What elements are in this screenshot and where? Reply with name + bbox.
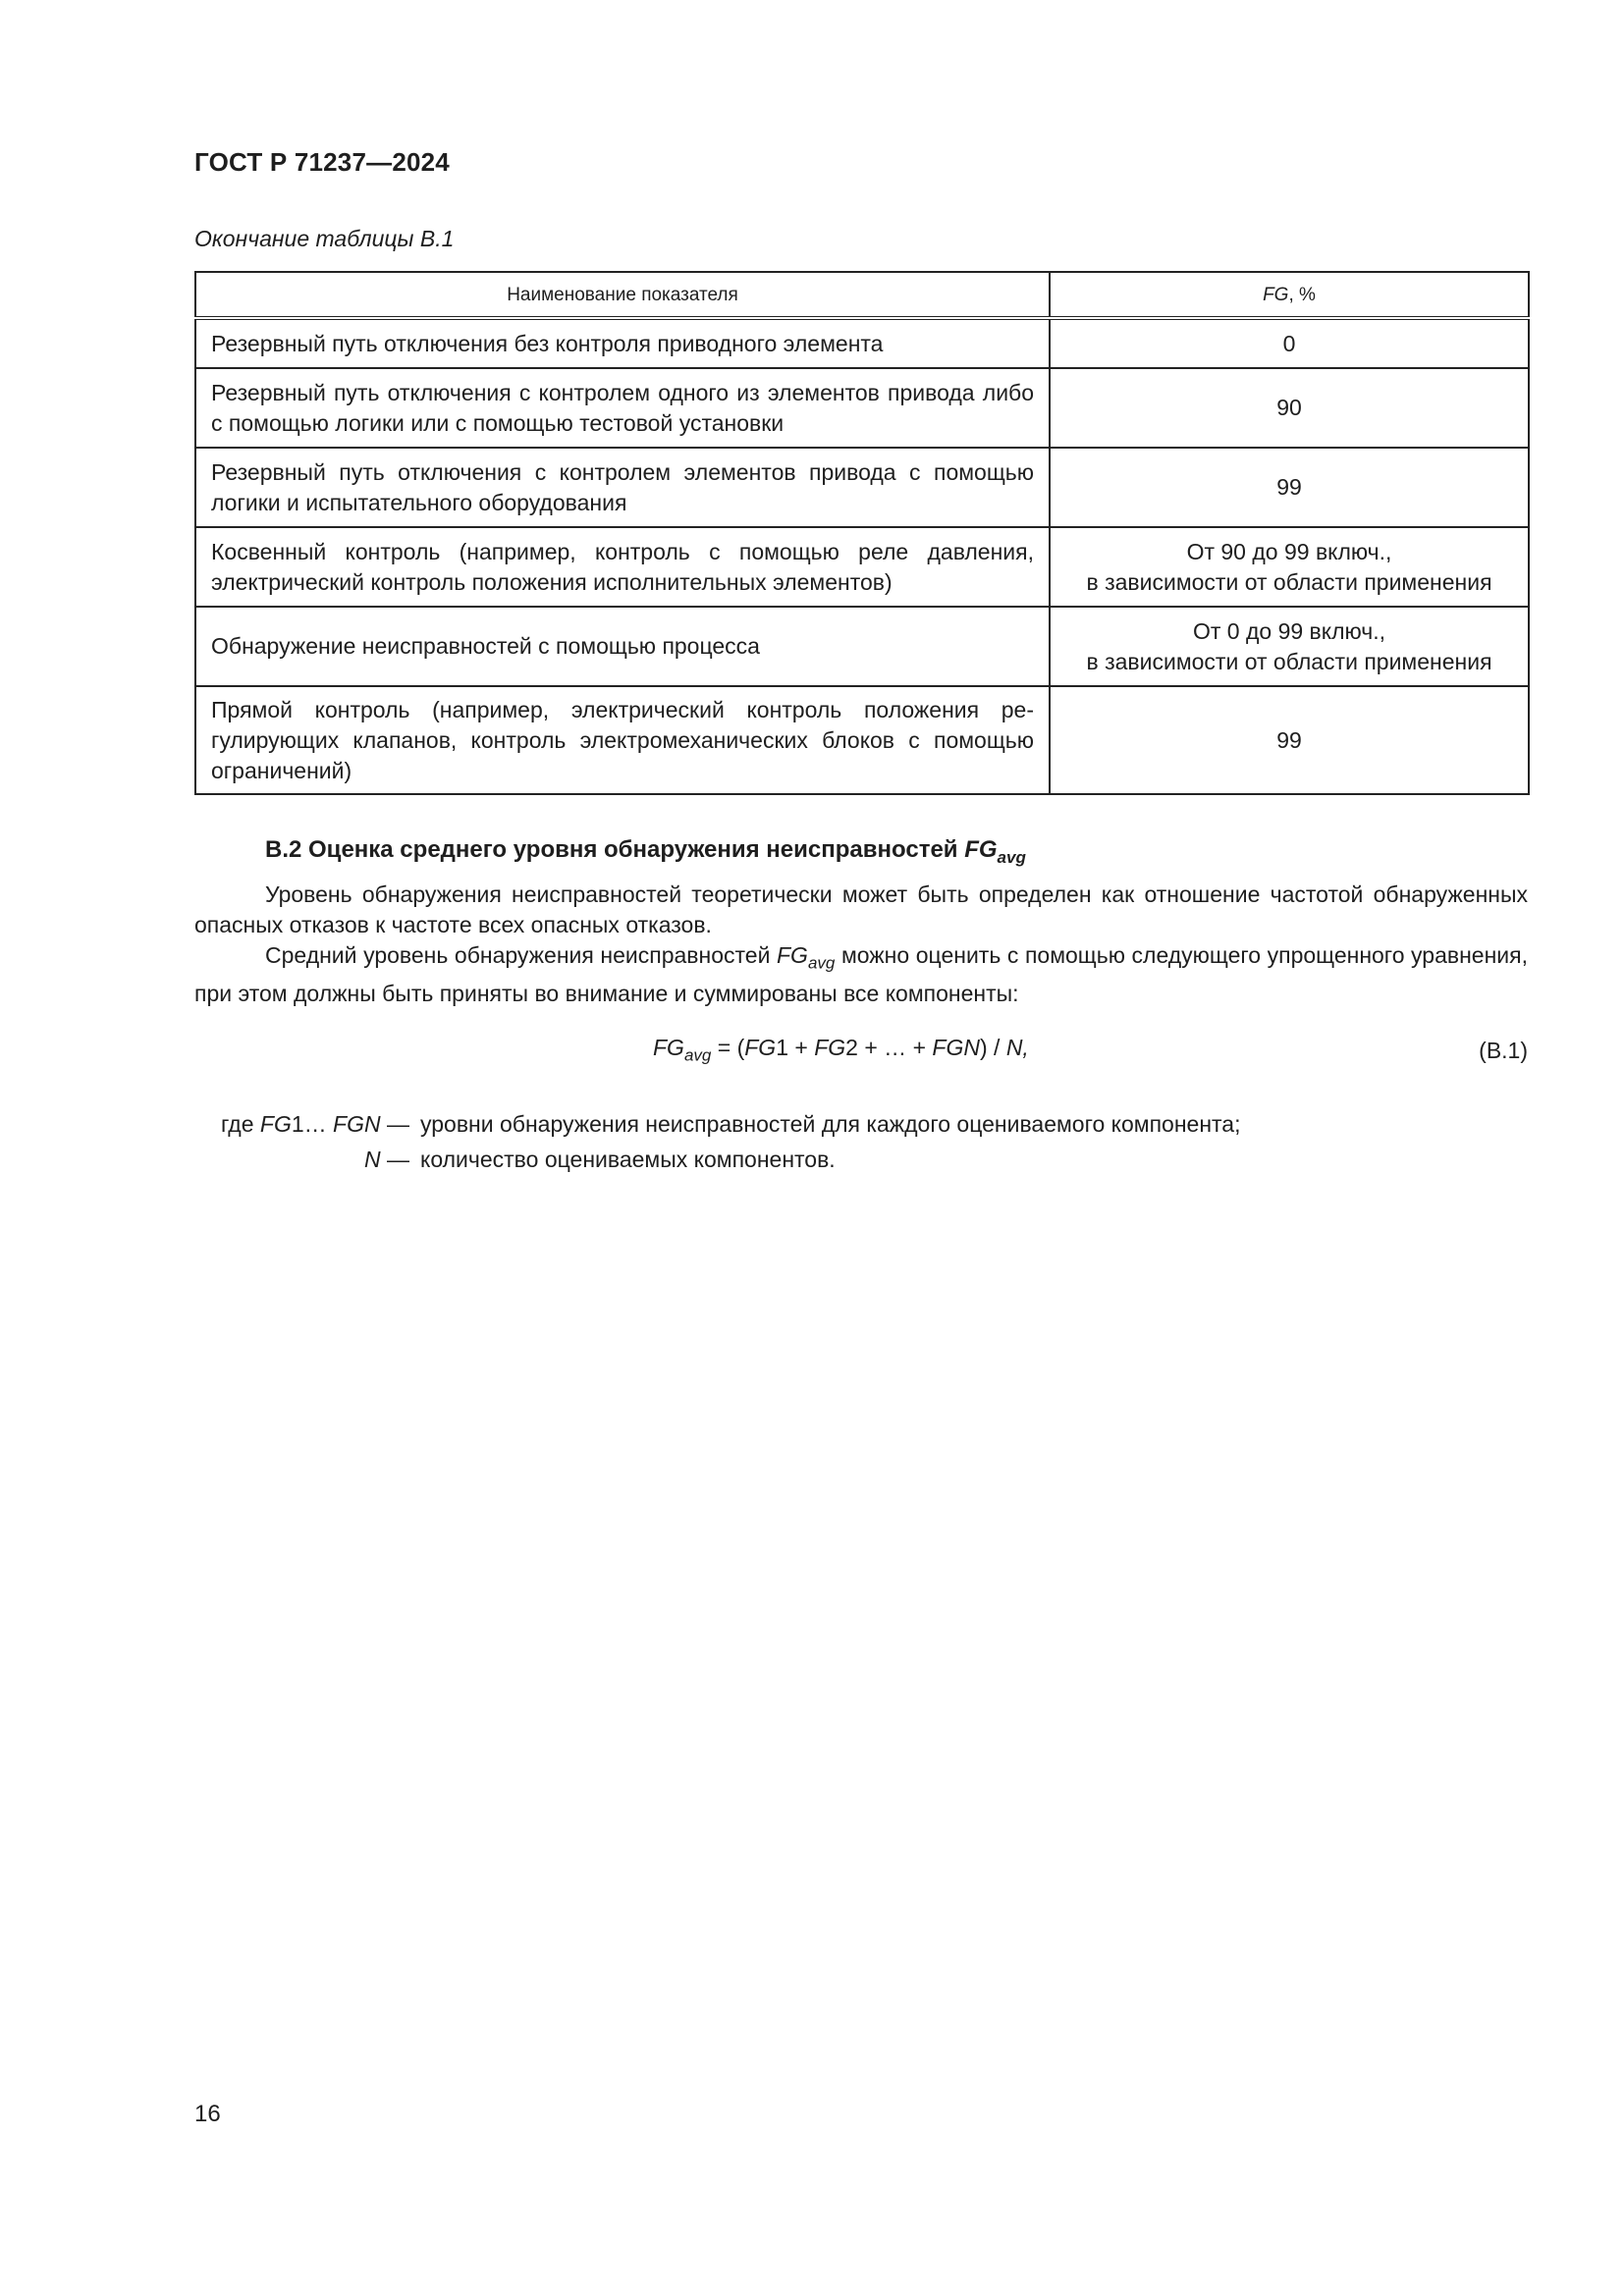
formula-term: FG [814,1035,846,1060]
paragraph-variable: FG [777,942,808,968]
where-variable: FG [259,1111,292,1137]
value-cell: 99 [1050,686,1529,794]
formula-term-index: 1 [776,1035,788,1060]
value-cell [1050,527,1529,607]
value-line-2: в зависимости от области применения [1086,648,1492,674]
formula-term: FG [744,1035,777,1060]
where-variable: FGN [326,1111,381,1137]
where-term [221,1109,409,1140]
table-row [195,527,1529,607]
section-heading-subscript: avg [997,847,1026,867]
section-heading-text: В.2 Оценка среднего уровня обнаружения неисправностей [265,836,965,863]
value-cell: 90 [1050,368,1529,448]
value-line-1: От 0 до 99 включ., [1192,617,1386,644]
indicator-cell: Резервный путь отключения с контролем одного из элементов привода либо с помощью логики или с помощью тестовой установки [195,368,1050,448]
table-row [195,368,1529,448]
formula-symbol: + … + [857,1035,933,1060]
formula-lhs: FG [653,1035,684,1060]
where-dash: — [380,1147,409,1172]
table-row [195,686,1529,794]
paragraph-text: Средний уровень обнаружения неисправностей [265,942,777,968]
indicator-cell: Косвенный контроль (например, контроль с помощью реле давления, электрический контроль положения исполнительных элементов) [195,527,1050,607]
value-cell: 99 [1050,448,1529,527]
formula-term: FGN [932,1035,980,1060]
document-header: ГОСТ Р 71237—2024 [194,147,450,177]
where-variable: N [363,1147,381,1172]
paragraph-subscript: avg [807,953,836,973]
paragraph-estimation [194,940,1528,1009]
value-cell [1050,607,1529,686]
formula-divisor: N, [1005,1035,1029,1060]
fg-variable: FG [1263,284,1289,305]
formula [653,1035,1029,1066]
table-header-row [195,272,1529,318]
where-prefix: где [220,1111,260,1137]
where-definition: уровни обнаружения неисправностей для каждого оцениваемого компонента; [420,1111,1241,1137]
paragraph-text: можно оценить с помощью следующего упрощенного уравнения, при этом должны быть приняты во внимание и суммированы все компоненты: [194,942,1528,1006]
indicator-cell: Резервный путь отключения без контроля приводного элемента [195,318,1050,368]
where-index: 1… [291,1111,327,1137]
value-line-1: От 90 до 99 включ., [1186,538,1392,564]
indicator-cell: Обнаружение неисправностей с помощью процесса [195,607,1050,686]
formula-term-index: 2 [845,1035,858,1060]
column-header-indicator: Наименование показателя [195,272,1050,318]
formula-symbol: ) / [979,1035,1006,1060]
table-row [195,607,1529,686]
indicator-cell: Резервный путь отключения с контролем элементов привода с помощью логики и испытательного оборудования [195,448,1050,527]
formula-lhs-subscript: avg [683,1045,712,1065]
indicator-table [194,271,1530,795]
value-cell: 0 [1050,318,1529,368]
formula-symbol: + [788,1035,815,1060]
where-term [364,1145,409,1175]
paragraph-definition: Уровень обнаружения неисправностей теоретически может быть определен как отношение частотой обнаруженных опасных отказов к частоте всех опасных отказов. [194,881,1528,937]
formula-number: (В.1) [1479,1038,1528,1063]
formula-symbol: = ( [711,1035,745,1060]
page-number: 16 [194,2101,221,2127]
table-row [195,448,1529,527]
value-line-2: в зависимости от области применения [1086,568,1492,595]
where-definition: количество оцениваемых компонентов. [420,1147,836,1172]
where-dash: — [380,1111,409,1137]
indicator-cell: Прямой контроль (например, электрический контроль положения регулирующих клапанов, контроль электромеханических блоков с помощью ограничений) [195,686,1050,794]
table-caption: Окончание таблицы В.1 [194,226,455,251]
table-row [195,318,1529,368]
section-heading-variable: FG [964,836,998,863]
section-heading [265,836,1026,868]
fg-unit: , % [1288,284,1316,305]
column-header-fg [1050,272,1529,318]
